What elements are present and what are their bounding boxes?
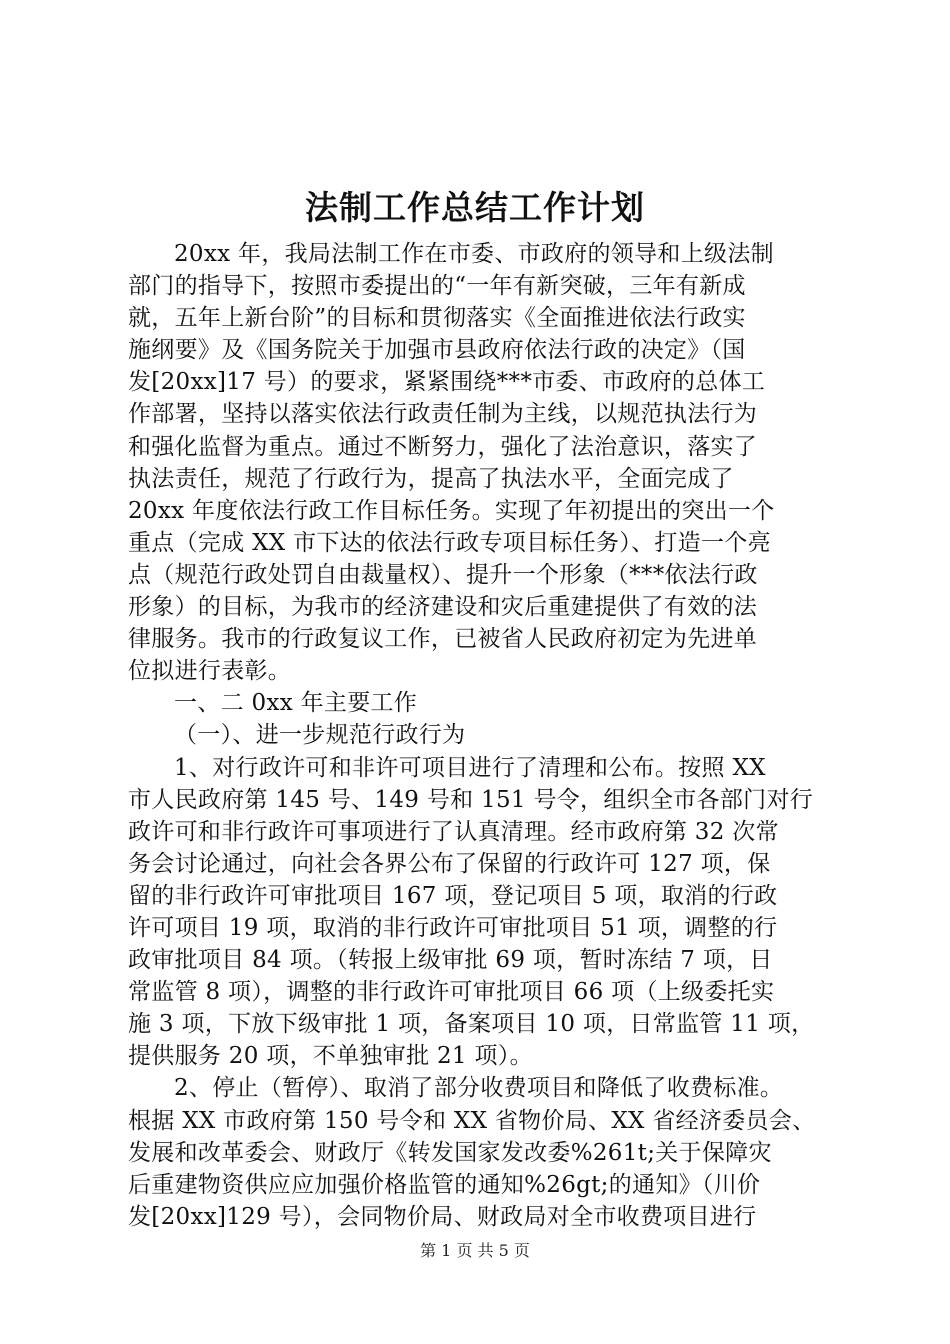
paragraph-line: 点（规范行政处罚自由裁量权）、提升一个形象（***依法行政 xyxy=(128,561,758,588)
paragraph-line: 发[20xx]17 号）的要求，紧紧围绕***市委、市政府的总体工 xyxy=(128,369,766,396)
paragraph-line: 位拟进行表彰。 xyxy=(128,658,292,685)
paragraph-line: 律服务。我市的行政复议工作，已被省人民政府初定为先进单 xyxy=(128,626,758,653)
paragraph-line: 形象）的目标，为我市的经济建设和灾后重建提供了有效的法 xyxy=(128,594,758,621)
paragraph-line: 就，五年上新台阶”的目标和贯彻落实《全面推进依法行政实 xyxy=(128,305,746,332)
page-number-footer: 第 1 页 共 5 页 xyxy=(420,1241,530,1260)
document-body xyxy=(128,238,836,1233)
paragraph-line: 20xx 年度依法行政工作目标任务。实现了年初提出的突出一个 xyxy=(128,497,775,524)
paragraph-line: 20xx 年，我局法制工作在市委、市政府的领导和上级法制 xyxy=(174,241,774,267)
paragraph-line: 执法责任，规范了行政行为，提高了执法水平，全面完成了 xyxy=(128,465,734,492)
paragraph-line: 2、停止（暂停）、取消了部分收费项目和降低了收费标准。 xyxy=(174,1075,784,1102)
paragraph-line: 后重建物资供应应加强价格监管的通知%26gt;的通知》（川价 xyxy=(128,1171,761,1198)
paragraph-line: 部门的指导下，按照市委提出的“一年有新突破，三年有新成 xyxy=(128,273,746,300)
paragraph-line: 常监管 8 项），调整的非行政许可审批项目 66 项（上级委托实 xyxy=(128,979,775,1006)
paragraph-line: 提供服务 20 项，不单独审批 21 项）。 xyxy=(128,1043,533,1070)
paragraph-line: 根据 XX 市政府第 150 号令和 XX 省物价局、XX 省经济委员会、 xyxy=(128,1107,816,1134)
paragraph-line: 市人民政府第 145 号、149 号和 151 号令，组织全市各部门对行 xyxy=(128,786,814,813)
paragraph-line: 务会讨论通过，向社会各界公布了保留的行政许可 127 项，保 xyxy=(128,850,771,877)
section-heading: 一、二 0xx 年主要工作 xyxy=(174,690,418,717)
paragraph-line: 施纲要》及《国务院关于加强市县政府依法行政的决定》（国 xyxy=(128,337,746,364)
paragraph-line: 许可项目 19 项，取消的非行政许可审批项目 51 项，调整的行 xyxy=(128,914,778,941)
paragraph-line: 施 3 项，下放下级审批 1 项，备案项目 10 项，日常监管 11 项， xyxy=(128,1011,815,1038)
subsection-heading: （一）、进一步规范行政行为 xyxy=(174,722,466,749)
paragraph-line: 发展和改革委会、财政厅《转发国家发改委%261t;关于保障灾 xyxy=(128,1139,772,1166)
paragraph-line: 政审批项目 84 项。（转报上级审批 69 项，暂时冻结 7 项，日 xyxy=(128,947,773,974)
document-title: 法制工作总结工作计划 xyxy=(305,188,645,227)
paragraph-line: 重点（完成 XX 市下达的依法行政专项目标任务）、打造一个亮 xyxy=(128,529,771,556)
paragraph-line: 1、对行政许可和非许可项目进行了清理和公布。按照 XX xyxy=(174,754,766,781)
paragraph-line: 留的非行政许可审批项目 167 项，登记项目 5 项，取消的行政 xyxy=(128,882,778,909)
paragraph-line: 发[20xx]129 号），会同物价局、财政局对全市收费项目进行 xyxy=(128,1203,757,1230)
paragraph-line: 和强化监督为重点。通过不断努力，强化了法治意识，落实了 xyxy=(128,433,758,460)
paragraph-line: 作部署，坚持以落实依法行政责任制为主线，以规范执法行为 xyxy=(128,401,758,428)
paragraph-line: 政许可和非行政许可事项进行了认真清理。经市政府第 32 次常 xyxy=(128,818,779,845)
